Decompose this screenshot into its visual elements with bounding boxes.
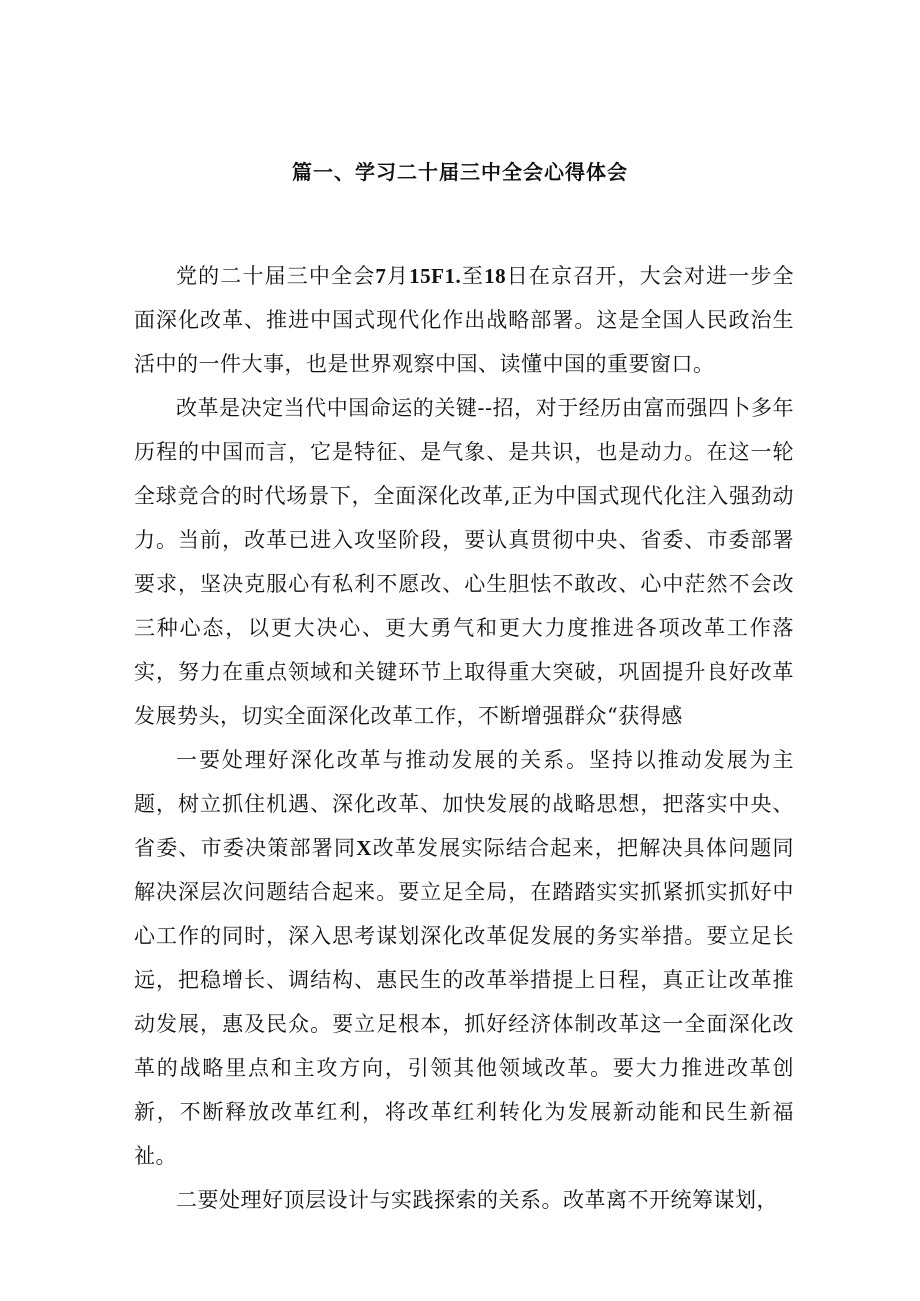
text-segment: 日在京召开，大会对进一步全面深化改革、推进中国式现代化作出战略部署。这是全国人民政治生活中的一件大事，也是世界观察中国、读懂中国的重要窗口。 — [134, 264, 795, 376]
text-segment-bold: X — [356, 836, 372, 860]
text-segment: 一要处理好深化改革与推动发展的关系。坚持以推动发展为主题，树立抓住机遇、深化改革、加快发展的战略思想，把落实中央、省委、市委决策部署同 — [134, 748, 794, 860]
paragraph-2 — [134, 386, 794, 738]
text-segment: 月 — [386, 264, 410, 288]
text-segment: 改革发展实际结合起来，把解决具体问题同解决深层次问题结合起来。要立足全局，在踏踏实实抓紧抓实抓好中心工作的同时，深入思考谋划深化改革促发展的务实举措。要立足长远，把稳增长、调结构、惠民生的改革举措提上日程，真正让改革推动发展，惠及民众。要立足根本，抓好经济体制改革这一全面深化改革的战略里点和主攻方向，引领其他领域改革。要大力推进改革创新，不断释放改革红利，将改革红利转化为发展新动能和民生新福祉。 — [134, 836, 795, 1168]
paragraph-1 — [134, 254, 794, 386]
paragraph-3 — [134, 738, 794, 1178]
document-body — [134, 254, 794, 1222]
paragraph-4 — [134, 1178, 794, 1222]
text-segment: 至 — [461, 264, 485, 288]
text-segment-bold: 7 — [375, 264, 387, 288]
document-title: 篇一、学习二十届三中全会心得体会 — [292, 160, 628, 184]
text-segment: 二要处理好顶层设计与实践探索的关系。改革离不开统筹谋划， — [176, 1188, 778, 1212]
text-segment-bold: 18 — [484, 264, 507, 288]
text-segment: 改革是决定当代中国命运的关键--招，对于经历由富而强四卜多年历程的中国而言，它是特征、是气象、是共识，也是动力。在这一轮全球竞合的时代场景下，全面深化改革,正为中国式现代化注入强劲动力。当前，改革已进入攻坚阶段，要认真贯彻中央、省委、市委部署要求，坚决克服心有私利不愿改、心生胆怯不敢改、心中茫然不会改三种心态，以更大决心、更大勇气和更大力度推进各项改革工作落实，努力在重点领域和关键环节上取得重大突破，巩固提升良好改革发展势头，切实全面深化改革工作，不断增强群众“获得感 — [134, 396, 794, 728]
text-segment: 党的二十届三中全会 — [176, 264, 376, 288]
text-segment-bold: 15F1. — [409, 264, 462, 288]
